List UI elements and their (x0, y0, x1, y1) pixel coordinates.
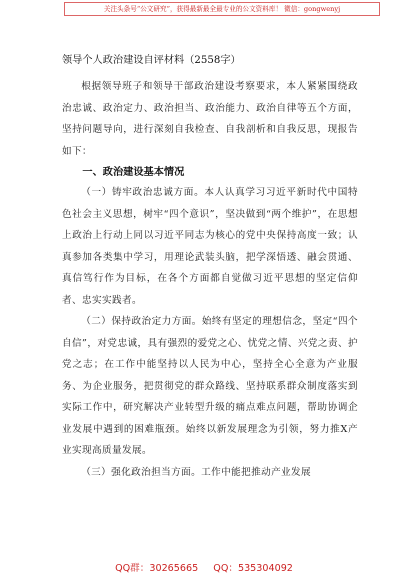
intro-paragraph: 根据领导班子和领导干部政治建设考察要求，本人紧紧围绕政治忠诚、政治定力、政治担当、政治能力、政治自律等五个方面，坚持问题导向，进行深刻自我检查、自我剖析和自我反思，现报告如下： (62, 81, 358, 157)
document-title: 领导个人政治建设自评材料（2558字） (62, 55, 241, 66)
top-banner: 关注头条号“公文研究”，获得最新最全最专业的公文资料库！ 微信：gongwenyj (64, 2, 380, 16)
footer-qq: QQ：535304092 (213, 563, 293, 574)
section-heading: 一、政治建设基本情况 (82, 166, 185, 178)
footer-qq-group: QQ群：30265665 (115, 563, 199, 574)
paragraph-political-determination: （二）保持政治定力方面。始终有坚定的理想信念，坚定“四个自信”，对党忠诚，具有强烈的爱党之心、忧党之情、兴党之责、护党之志；在工作中能坚持以人民为中心，坚持全心全意为产业服务、为企业服务，把贯彻党的群众路线、坚持联系群众制度落实到实际工作中，研究解决产业转型升级的痛点难点问题，帮助协调企业发展中遇到的困难瓶颈。始终以新发展理念为引领，努力推X产业实现高质量发展。 (62, 316, 358, 456)
paragraph-political-loyalty: （一）铸牢政治忠诚方面。本人认真学习习近平新时代中国特色社会主义思想，树牢“四个意识”，坚决做到“两个维护”，在思想上政治上行动上同以习近平同志为核心的党中央保持高度一致；认真参加各类集中学习，用理论武装头脑，把学深悟透、融会贯通、真信笃行作为目标，在各个方面都自觉做习近平思想的坚定信仰者、忠实实践者。 (62, 187, 358, 306)
paragraph-political-responsibility: （三）强化政治担当方面。工作中能把推动产业发展 (81, 466, 312, 478)
footer-contact (0, 560, 408, 574)
document-page (62, 54, 358, 483)
